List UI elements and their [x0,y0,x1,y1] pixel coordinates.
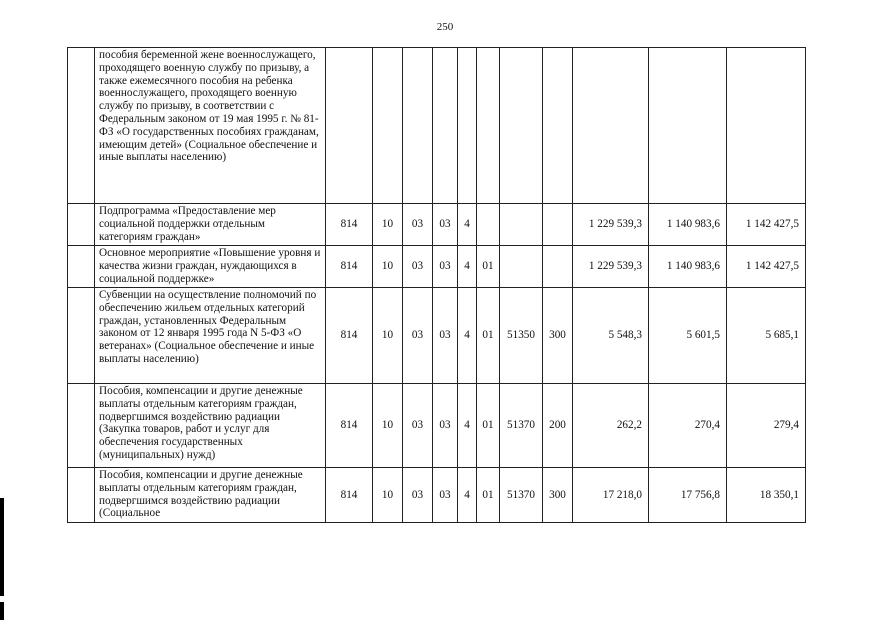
amount-year3-cell [727,48,806,204]
amount-year3-cell: 279,4 [727,384,806,468]
row-index-cell [68,246,95,288]
scan-edge-mark [0,602,4,620]
table-row [68,288,806,384]
amount-year2-cell: 17 756,8 [649,468,727,523]
item-name-cell: Пособия, компенсации и другие денежные выплаты отдельным категориям граждан, подвергшимся воздействию радиации (Социальное [95,468,326,523]
event-code-cell [477,48,500,204]
ministry-code-cell: 814 [326,204,373,246]
section-code-cell: 10 [373,288,403,384]
amount-year1-cell [573,48,649,204]
subsection-code-cell: 03 [403,384,433,468]
page-number: 250 [436,21,454,33]
program-code-cell: 03 [433,468,458,523]
subprogram-code-cell: 4 [458,204,477,246]
direction-code-cell [500,204,543,246]
amount-year2-cell: 270,4 [649,384,727,468]
item-name-cell: Пособия, компенсации и другие денежные выплаты отдельным категориям граждан, подвергшимся воздействию радиации (Закупка товаров, работ и услуг для обеспечения государственных (муниципальных) нужд) [95,384,326,468]
row-index-cell [68,204,95,246]
amount-year3-cell: 5 685,1 [727,288,806,384]
table-row [68,468,806,523]
expense-type-cell: 300 [543,288,573,384]
section-code-cell: 10 [373,204,403,246]
table-row [68,246,806,288]
amount-year3-cell: 1 142 427,5 [727,246,806,288]
subprogram-code-cell: 4 [458,246,477,288]
expense-type-cell [543,246,573,288]
ministry-code-cell: 814 [326,468,373,523]
amount-year2-cell: 5 601,5 [649,288,727,384]
row-index-cell [68,384,95,468]
item-name-cell: Подпрограмма «Предоставление мер социальной поддержки отдельным категориям граждан» [95,204,326,246]
subprogram-code-cell: 4 [458,384,477,468]
event-code-cell [477,204,500,246]
direction-code-cell [500,246,543,288]
amount-year3-cell: 18 350,1 [727,468,806,523]
amount-year2-cell: 1 140 983,6 [649,204,727,246]
program-code-cell: 03 [433,246,458,288]
budget-table [67,47,806,523]
direction-code-cell: 51370 [500,384,543,468]
subprogram-code-cell [458,48,477,204]
section-code-cell: 10 [373,468,403,523]
amount-year1-cell: 17 218,0 [573,468,649,523]
subsection-code-cell: 03 [403,468,433,523]
section-code-cell: 10 [373,246,403,288]
subsection-code-cell: 03 [403,246,433,288]
program-code-cell [433,48,458,204]
subsection-code-cell: 03 [403,288,433,384]
row-index-cell [68,48,95,204]
amount-year1-cell: 1 229 539,3 [573,246,649,288]
section-code-cell [373,48,403,204]
direction-code-cell: 51350 [500,288,543,384]
row-index-cell [68,468,95,523]
event-code-cell: 01 [477,384,500,468]
scan-edge-mark [0,498,4,596]
program-code-cell: 03 [433,288,458,384]
amount-year1-cell: 1 229 539,3 [573,204,649,246]
item-name-cell: пособия беременной жене военнослужащего, проходящего военную службу по призыву, а также ежемесячного пособия на ребенка военнослужащего, проходящего военную службу по призыву, в соответствии с Федеральным законом от 19 мая 1995 г. № 81-ФЗ «О государственных пособиях гражданам, имеющим детей» (Социальное обеспечение и иные выплаты населению) [95,48,326,204]
amount-year1-cell: 262,2 [573,384,649,468]
table-row [68,204,806,246]
amount-year2-cell: 1 140 983,6 [649,246,727,288]
event-code-cell: 01 [477,468,500,523]
amount-year2-cell [649,48,727,204]
expense-type-cell: 300 [543,468,573,523]
event-code-cell: 01 [477,246,500,288]
subprogram-code-cell: 4 [458,288,477,384]
subprogram-code-cell: 4 [458,468,477,523]
row-index-cell [68,288,95,384]
amount-year1-cell: 5 548,3 [573,288,649,384]
ministry-code-cell: 814 [326,246,373,288]
program-code-cell: 03 [433,384,458,468]
expense-type-cell [543,48,573,204]
direction-code-cell [500,48,543,204]
ministry-code-cell [326,48,373,204]
ministry-code-cell: 814 [326,384,373,468]
event-code-cell: 01 [477,288,500,384]
item-name-cell: Субвенции на осуществление полномочий по обеспечению жильем отдельных категорий граждан, установленных Федеральным законом от 12 января 1995 года N 5-ФЗ «О ветеранах» (Социальное обеспечение и иные выплаты населению) [95,288,326,384]
expense-type-cell: 200 [543,384,573,468]
item-name-cell: Основное мероприятие «Повышение уровня и качества жизни граждан, нуждающихся в социальной поддержке» [95,246,326,288]
section-code-cell: 10 [373,384,403,468]
direction-code-cell: 51370 [500,468,543,523]
table-row [68,48,806,204]
subsection-code-cell [403,48,433,204]
subsection-code-cell: 03 [403,204,433,246]
expense-type-cell [543,204,573,246]
program-code-cell: 03 [433,204,458,246]
ministry-code-cell: 814 [326,288,373,384]
amount-year3-cell: 1 142 427,5 [727,204,806,246]
table-row [68,384,806,468]
